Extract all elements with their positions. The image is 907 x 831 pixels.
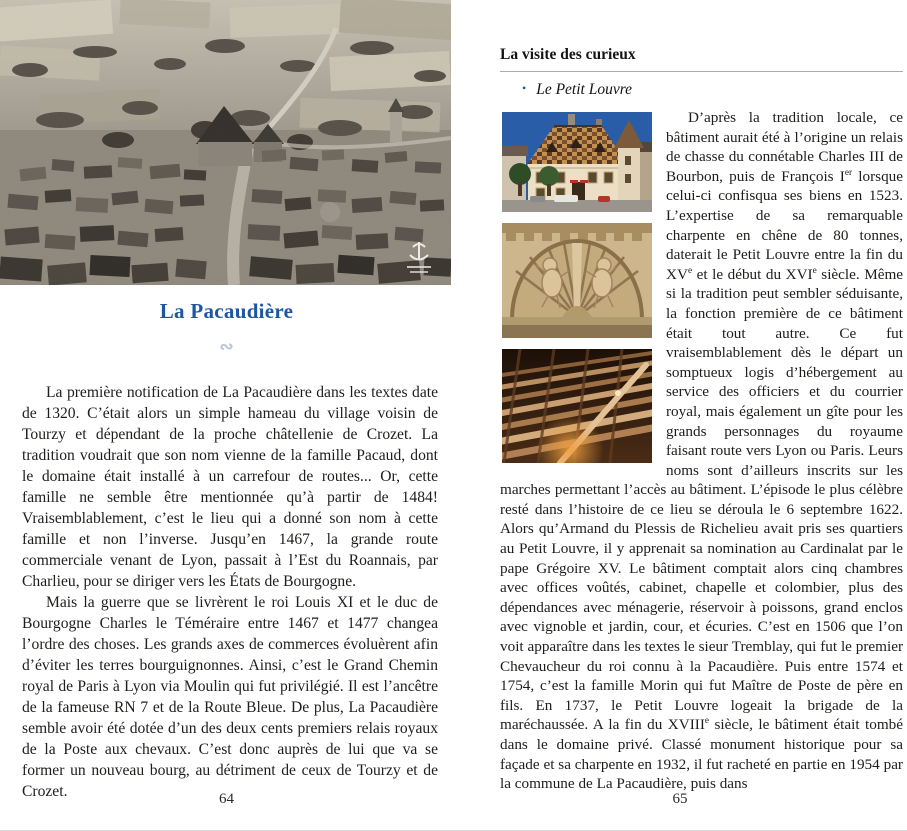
paragraph-2: Mais la guerre que se livrèrent le roi Louis XI et le duc de Bourgogne Charles le Téméraire entre 1467 et 1477 changea l’ordre des choses. Les grands axes de commerces évoluèrent afin d’éviter les terres bourguignonnes. Ainsi, c’est le Grand Chemin royal de Paris à Lyon via Moulin qui fut privilégié. Il est l’ancêtre de la fameuse RN 7 et de la Route Bleue. De plus, La Pacaudière semble avoir été dotée d’un des deux cents premiers relais royaux de la Poste aux chevaux. C’est donc auprès de lui que va se former un nouveau bourg, au détriment de ceux de Tourzy et de Crozet. bbox=[22, 594, 438, 800]
subsection-line bbox=[522, 81, 903, 99]
aerial-village-photo-art bbox=[0, 0, 451, 285]
page-left bbox=[0, 0, 453, 830]
roof-frame-photo bbox=[502, 349, 652, 463]
stone-carving-photo bbox=[502, 223, 652, 338]
paragraph-1: La première notification de La Pacaudière dans les textes date de 1320. C’était alors un simple hameau du village voisin de Tourzy et dépendant de la proche châtellenie de Crozet. La tradition voudrait que son nom vienne de la famille Pacaud, dont le domaine était installé à un carrefour de routes... Or, cette famille ne semble être mentionnée qu’à partir de 1484! Vraisemblablement, c’est le lieu qui a donné son nom à cette famille et non l’inverse. Jusqu’en 1467, la grande route commerciale venant de Lyon, passait à l’Est du Roannais, par Charlieu, pour se diriger vers les États de Bourgogne. bbox=[22, 384, 438, 590]
section-ornament-icon: ∾ bbox=[219, 337, 234, 356]
bullet-icon: • bbox=[522, 81, 527, 95]
page-number-right: 65 bbox=[672, 791, 688, 807]
left-text-block bbox=[0, 382, 453, 802]
section-title: La visite des curieux bbox=[500, 46, 636, 63]
aerial-village-photo bbox=[0, 0, 451, 285]
body-text: D’après la tradition locale, ce bâtiment aurait été à l’origine un relais de chasse du connétable Charles III de Bourbon, puis de François Ier lorsque celui-ci confisqua ses biens en 1523. L’expertise de sa remarquable charpente en chêne de 80 tonnes, daterait le Petit Louvre entre la fin du XVe et le début du XVIe siècle. Même si la tradition peut sembler séduisante, la fonction première de ce bâtiment était tout autre. Ce fut vraisemblablement dès le départ un somptueux logis d’hébergement au service des officiers et du courrier royal, mais également un gîte pour les grands personnages du royaume faisant route vers Lyon ou Paris. Leurs noms sont d’ailleurs inscrits sur les marches permettant l’accès au bâtiment. L’épisode le plus célèbre resté dans l’histoire de ce lieu se déroula le 6 septembre 1622. Alors qu’Armand du Plessis de Richelieu avait pris ses quartiers au Petit Louvre, il y apprenait sa nomination au Cardinalat par le pape Grégoire XV. Le bâtiment comptait alors cinq chambres avec offices voûtés, cabinet, chapelle et colombier, plus des dépendances avec ménagerie, réservoir à poissons, grand enclos avec vignoble et jardin, cour, et écuries. C’est en 1506 que l’on voit apparaître dans les textes le sieur Tremblay, qui fut le premier Chevaucheur du roi connu à la Pacaudière. Puis entre 1574 et 1754, c’est la famille Morin qui fut Maître de Poste de père en fils. En 1737, le Petit Louvre logeait la brigade de la maréchaussée. A la fin du XVIIIe siècle, le bâtiment était tombé dans le domaine privé. Classé monument historique pour sa façade et sa charpente en 1932, il fut racheté en partie en 1954 par la commune de La Pacaudière, puis dans bbox=[500, 109, 904, 793]
page-right bbox=[453, 0, 907, 830]
page-number-left: 64 bbox=[219, 791, 234, 807]
petit-louvre-facade-photo bbox=[502, 112, 652, 212]
page-title: La Pacaudière bbox=[159, 299, 294, 323]
section-rule bbox=[500, 71, 903, 72]
subsection-title: Le Petit Louvre bbox=[536, 81, 633, 98]
photo-column bbox=[502, 112, 654, 474]
right-body bbox=[500, 108, 903, 794]
